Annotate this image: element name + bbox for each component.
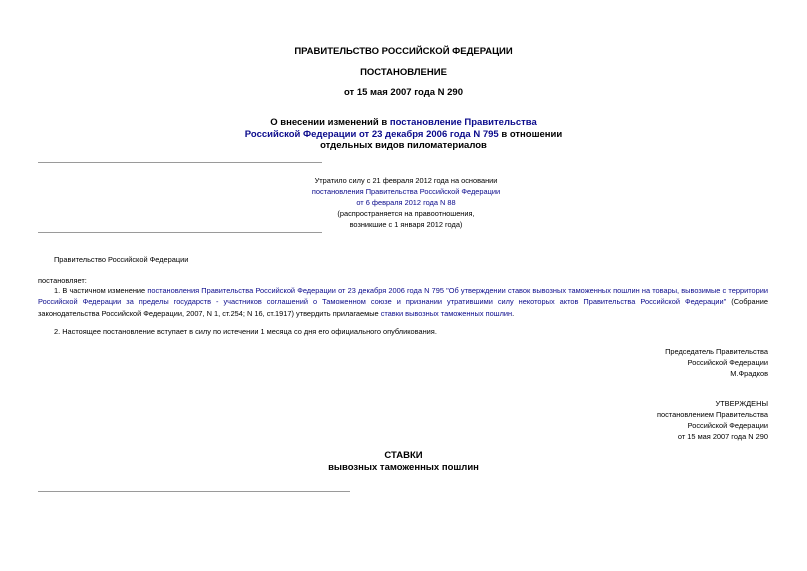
status-line-1: Утратило силу с 21 февраля 2012 года на основании xyxy=(314,176,498,185)
annex-heading: СТАВКИ xyxy=(384,450,423,461)
status-line-4: (распространяется на правоотношения, xyxy=(337,209,475,218)
title-line-3: отдельных видов пиломатериалов xyxy=(320,140,487,151)
status-link-decree[interactable]: постановления Правительства Российской Федерации xyxy=(311,187,501,196)
status-note xyxy=(256,175,556,230)
title-line-1 xyxy=(0,117,807,129)
signature-title: Председатель Правительства xyxy=(665,347,768,356)
annex-subheading: вывозных таможенных пошлин xyxy=(328,462,479,473)
approval-line-4: от 15 мая 2007 года N 290 xyxy=(677,432,768,441)
divider-top xyxy=(38,162,322,163)
approval-block xyxy=(468,398,768,442)
status-line-5: возникшие с 1 января 2012 года) xyxy=(349,220,463,229)
signature-name: М.Фрадков xyxy=(730,369,768,378)
title-line-2 xyxy=(0,129,807,141)
p1-link-decree-795[interactable]: постановления Правительства Российской Федерации от 23 декабря 2006 года N 795 "Об утверждении ставок вывозных таможенных пошлин на товары, вывозимые с территории Российской Федерации за пределы государств - участников соглашений о Таможенном союзе и признании утратившими силу некоторых актов Правительства Российской Федерации" xyxy=(38,286,768,307)
p1-mid: (Собрание законодательства Российской Федерации, 2007, N 1, ст.254; N 16, ст.1917) утвердить прилагаемые xyxy=(38,297,768,318)
title-link-decree[interactable]: постановление Правительства xyxy=(389,117,537,128)
p1-start: 1. В частичном изменение xyxy=(54,286,148,295)
paragraph-1 xyxy=(38,285,768,319)
signature-country: Российской Федерации xyxy=(687,358,768,367)
p1-link-rates[interactable]: ставки вывозных таможенных пошлин xyxy=(380,308,513,318)
divider-middle xyxy=(38,232,322,233)
approval-line-2: постановлением Правительства xyxy=(657,410,768,419)
signature-block xyxy=(468,346,768,379)
title-link-decree-number[interactable]: Российской Федерации от 23 декабря 2006 года N 795 xyxy=(244,128,499,140)
document-title xyxy=(0,117,807,152)
approval-line-3: Российской Федерации xyxy=(687,421,768,430)
title-prefix: О внесении изменений в xyxy=(270,117,390,128)
approval-heading: УТВЕРЖДЕНЫ xyxy=(715,399,768,408)
document-type: ПОСТАНОВЛЕНИЕ xyxy=(360,67,447,78)
decrees-text: постановляет: xyxy=(38,276,87,285)
issuer-text: Правительство Российской Федерации xyxy=(54,255,189,264)
p1-end: . xyxy=(512,308,515,318)
status-link-date[interactable]: от 6 февраля 2012 года N 88 xyxy=(356,198,456,207)
divider-bottom xyxy=(38,491,350,492)
paragraph-2: 2. Настоящее постановление вступает в силу по истечении 1 месяца со дня его официального опубликования. xyxy=(54,327,437,336)
title-suffix: в отношении xyxy=(498,128,563,140)
document-date-number: от 15 мая 2007 года N 290 xyxy=(343,87,464,98)
government-heading: ПРАВИТЕЛЬСТВО РОССИЙСКОЙ ФЕДЕРАЦИИ xyxy=(294,46,513,57)
